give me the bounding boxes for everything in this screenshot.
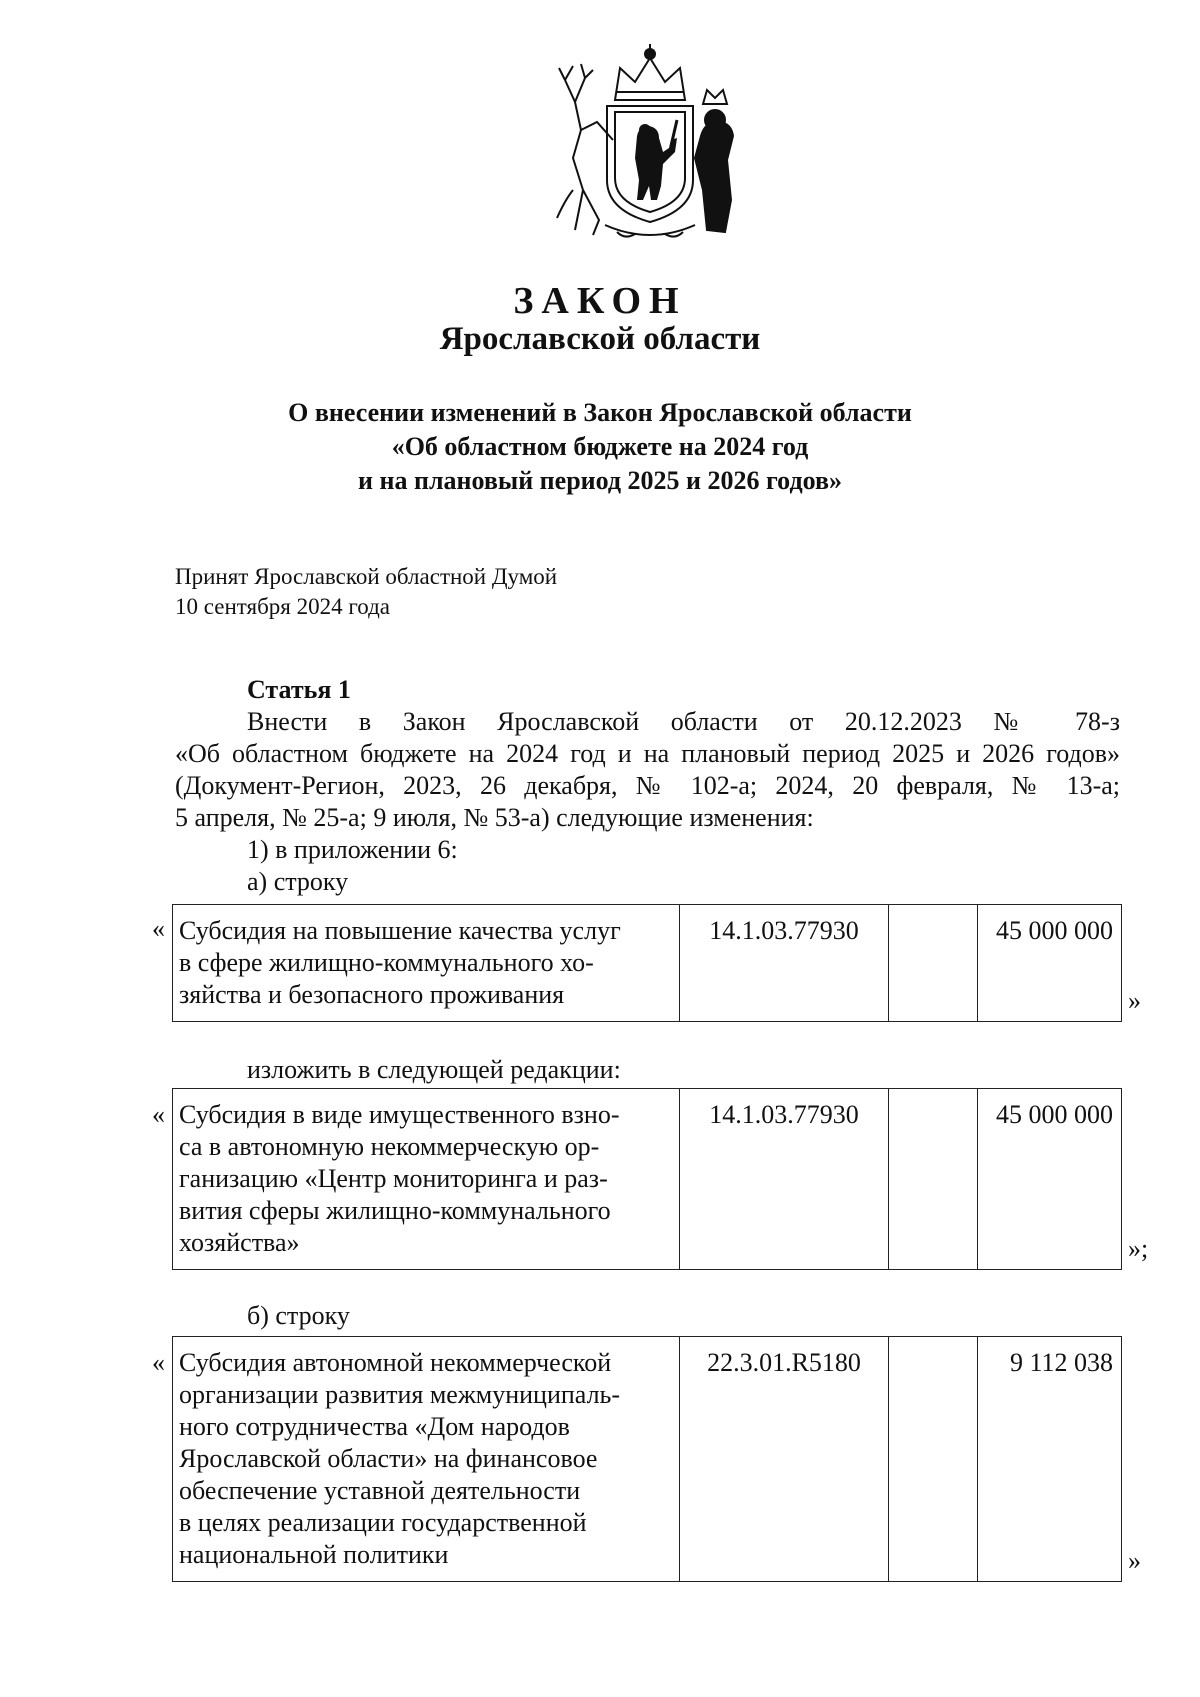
amendment-table-a-old <box>172 904 1122 1022</box>
adoption-date: 10 сентября 2024 года <box>175 594 390 619</box>
subject-line: О внесении изменений в Закон Ярославской области <box>288 398 912 427</box>
item-1: 1) в приложении 6: <box>247 835 458 864</box>
article-paragraph-line: (Документ-Регион, 2023, 26 декабря, № 102-а; 2024, 20 февраля, № 13-а; <box>175 771 1120 800</box>
open-quote: « <box>152 1100 165 1129</box>
row-empty-cell <box>889 905 978 1022</box>
subject-line: и на плановый период 2025 и 2026 годов» <box>358 466 842 495</box>
amendment-table-b-old <box>172 1336 1122 1582</box>
close-quote-semicolon: »; <box>1128 1234 1149 1263</box>
article-1-text <box>175 674 1120 898</box>
row-name-cell: Субсидия на повышение качества услуг в сфере жилищно-коммунального хо- зяйства и безопасного проживания <box>173 905 680 1022</box>
article-paragraph-line: 5 апреля, № 25-а; 9 июля, № 53-а) следующие изменения: <box>175 803 814 832</box>
article-paragraph-line: «Об областном бюджете на 2024 год и на плановый период 2025 и 2026 годов» <box>175 739 1120 768</box>
row-sum-cell: 9 112 038 <box>978 1337 1122 1582</box>
amendment-table-a-new <box>172 1088 1122 1270</box>
table-row <box>173 1089 1122 1270</box>
document-subject <box>0 396 1200 498</box>
replace-instruction: изложить в следующей редакции: <box>247 1055 621 1084</box>
close-quote: » <box>1128 1546 1141 1575</box>
article-heading: Статья 1 <box>247 675 351 704</box>
subitem-b: б) строку <box>247 1301 350 1330</box>
row-code-cell: 14.1.03.77930 <box>680 905 889 1022</box>
law-title: ЗАКОН <box>513 280 687 322</box>
row-empty-cell <box>889 1337 978 1582</box>
law-region: Ярославской области <box>439 321 761 357</box>
subitem-a: а) строку <box>247 867 349 896</box>
row-empty-cell <box>889 1089 978 1270</box>
open-quote: « <box>152 914 165 943</box>
row-code-cell: 22.3.01.R5180 <box>680 1337 889 1582</box>
row-name-cell: Субсидия автономной некоммерческой организации развития межмуниципаль- ного сотрудничества «Дом народов Ярославской области» на финансовое обеспечение уставной деятельности в целях реализации государственной национальной политики <box>173 1337 680 1582</box>
article-paragraph-line: Внести в Закон Ярославской области от 20.12.2023 № 78-з <box>247 707 1120 736</box>
adoption-note <box>175 562 557 622</box>
table-row <box>173 905 1122 1022</box>
row-sum-cell: 45 000 000 <box>978 905 1122 1022</box>
row-code-cell: 14.1.03.77930 <box>680 1089 889 1270</box>
close-quote: » <box>1128 986 1141 1015</box>
subject-line: «Об областном бюджете на 2024 год <box>391 432 809 461</box>
open-quote: « <box>152 1348 165 1377</box>
row-name-cell: Субсидия в виде имущественного взно- са в автономную некоммерческую ор- ганизацию «Центр мониторинга и раз- вития сферы жилищно-коммунального хозяйства» <box>173 1089 680 1270</box>
yaroslavl-coat-of-arms-icon <box>535 40 765 250</box>
row-sum-cell: 45 000 000 <box>978 1089 1122 1270</box>
table-row <box>173 1337 1122 1582</box>
adoption-line: Принят Ярославской областной Думой <box>175 564 558 589</box>
